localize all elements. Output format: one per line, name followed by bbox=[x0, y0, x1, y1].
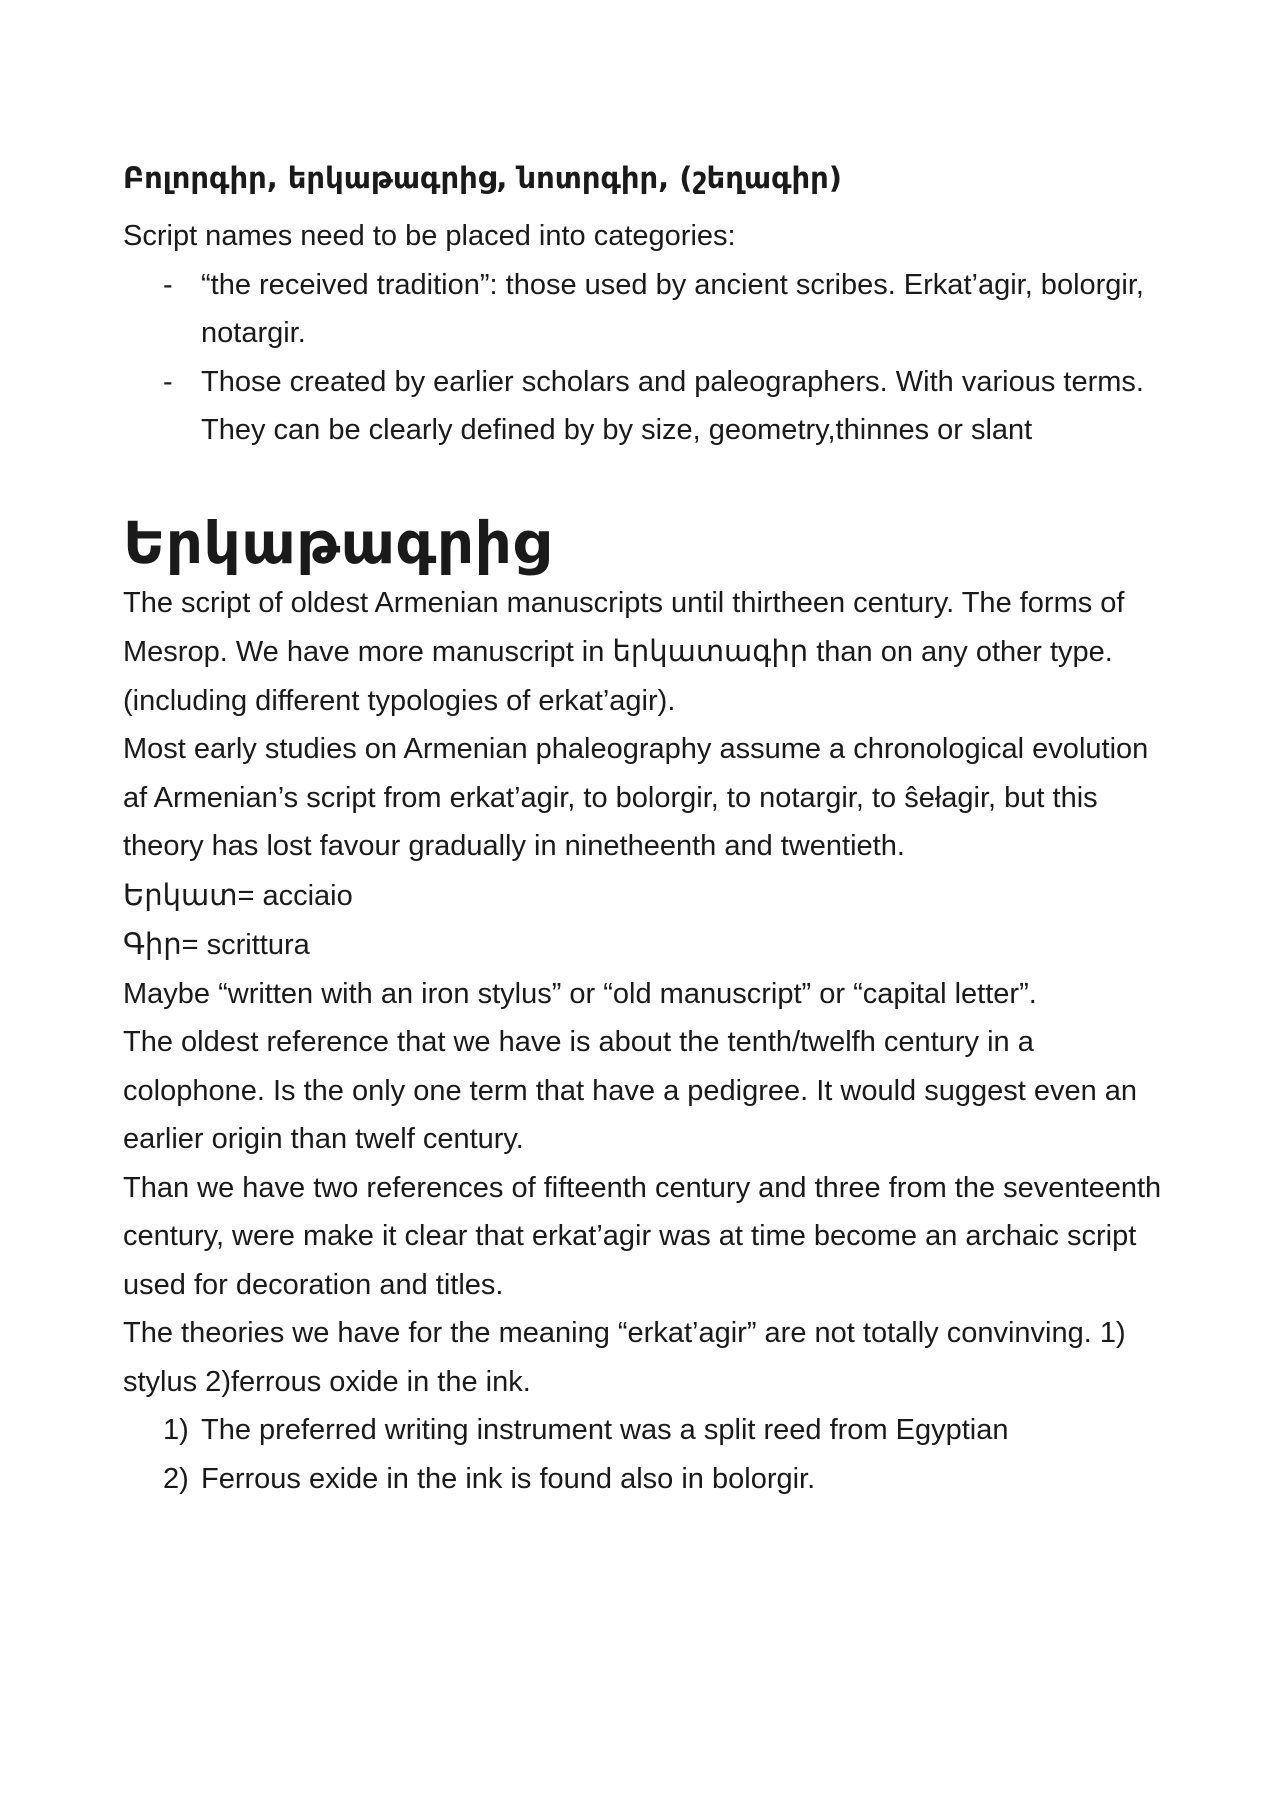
paragraph-meaning: Maybe “written with an iron stylus” or “old manuscript” or “capital letter”. bbox=[123, 977, 1037, 1010]
armenian-term: Երկատ bbox=[123, 877, 238, 912]
list-number-marker: 1) bbox=[163, 1414, 189, 1446]
armenian-term: Գիր bbox=[123, 927, 182, 961]
paragraph-text: than on any other type. (including different typologies of erkat’agir). bbox=[123, 636, 1113, 717]
document-title: Բոլորգիր, երկաթագրից, նոտրգիր, (շեղագիր) bbox=[123, 161, 843, 195]
category-list bbox=[123, 261, 1163, 455]
paragraph-later-references: Than we have two references of fifteenth century and three from the seventeenth century, were make it clear that erkat’agir was at time become an archaic script used for decoration and titles. bbox=[123, 1171, 1162, 1301]
list-item-text: Those created by earlier scholars and paleographers. With various terms. They can be clearly defined by by size, geometry,thinnes or slant bbox=[201, 365, 1144, 446]
reasons-list bbox=[123, 1406, 1163, 1503]
definition-line bbox=[123, 920, 1163, 970]
list-item-text: The preferred writing instrument was a split reed from Egyptian bbox=[201, 1414, 1009, 1446]
paragraph-theories: The theories we have for the meaning “erkat’agir” are not totally convinving. 1) stylus 2)ferrous oxide in the ink. bbox=[123, 1317, 1126, 1398]
list-dash-marker: - bbox=[163, 365, 173, 398]
list-dash-marker: - bbox=[163, 268, 173, 301]
paragraph-text: The script of oldest Armenian manuscripts until thirtheen century. The forms of Mesrop. We have more manuscript in bbox=[123, 586, 1125, 668]
intro-paragraph: Script names need to be placed into categories: bbox=[123, 220, 736, 252]
definition-line bbox=[123, 871, 1163, 921]
armenian-term: երկատագիր bbox=[612, 634, 809, 668]
list-item bbox=[123, 1455, 1163, 1504]
list-item bbox=[123, 358, 1163, 455]
list-item bbox=[123, 261, 1163, 358]
list-item bbox=[123, 1406, 1163, 1455]
paragraph-reference: The oldest reference that we have is about the tenth/twelfh century in a colophone. Is the only one term that have a pedigree. It would suggest even an earlier origin than twelf century. bbox=[123, 1026, 1138, 1155]
document-page bbox=[123, 150, 1163, 1503]
list-item-text: “the received tradition”: those used by ancient scribes. Erkat’agir, bolorgir, notargir. bbox=[201, 268, 1144, 349]
definition-text: = acciaio bbox=[237, 879, 353, 912]
paragraph-studies: Most early studies on Armenian phaleography assume a chronological evolution af Armenian’s script from erkat’agir, to bolorgir, to notargir, to ŝełagir, but this theory has lost favour gradually in ninetheenth and twentieth. bbox=[123, 733, 1149, 862]
paragraph-origin bbox=[123, 579, 1163, 726]
section-heading: Երկաթագրից bbox=[123, 508, 551, 577]
list-number-marker: 2) bbox=[163, 1462, 189, 1495]
list-item-text: Ferrous exide in the ink is found also in bolorgir. bbox=[201, 1462, 816, 1495]
definition-text: = scrittura bbox=[181, 929, 310, 961]
